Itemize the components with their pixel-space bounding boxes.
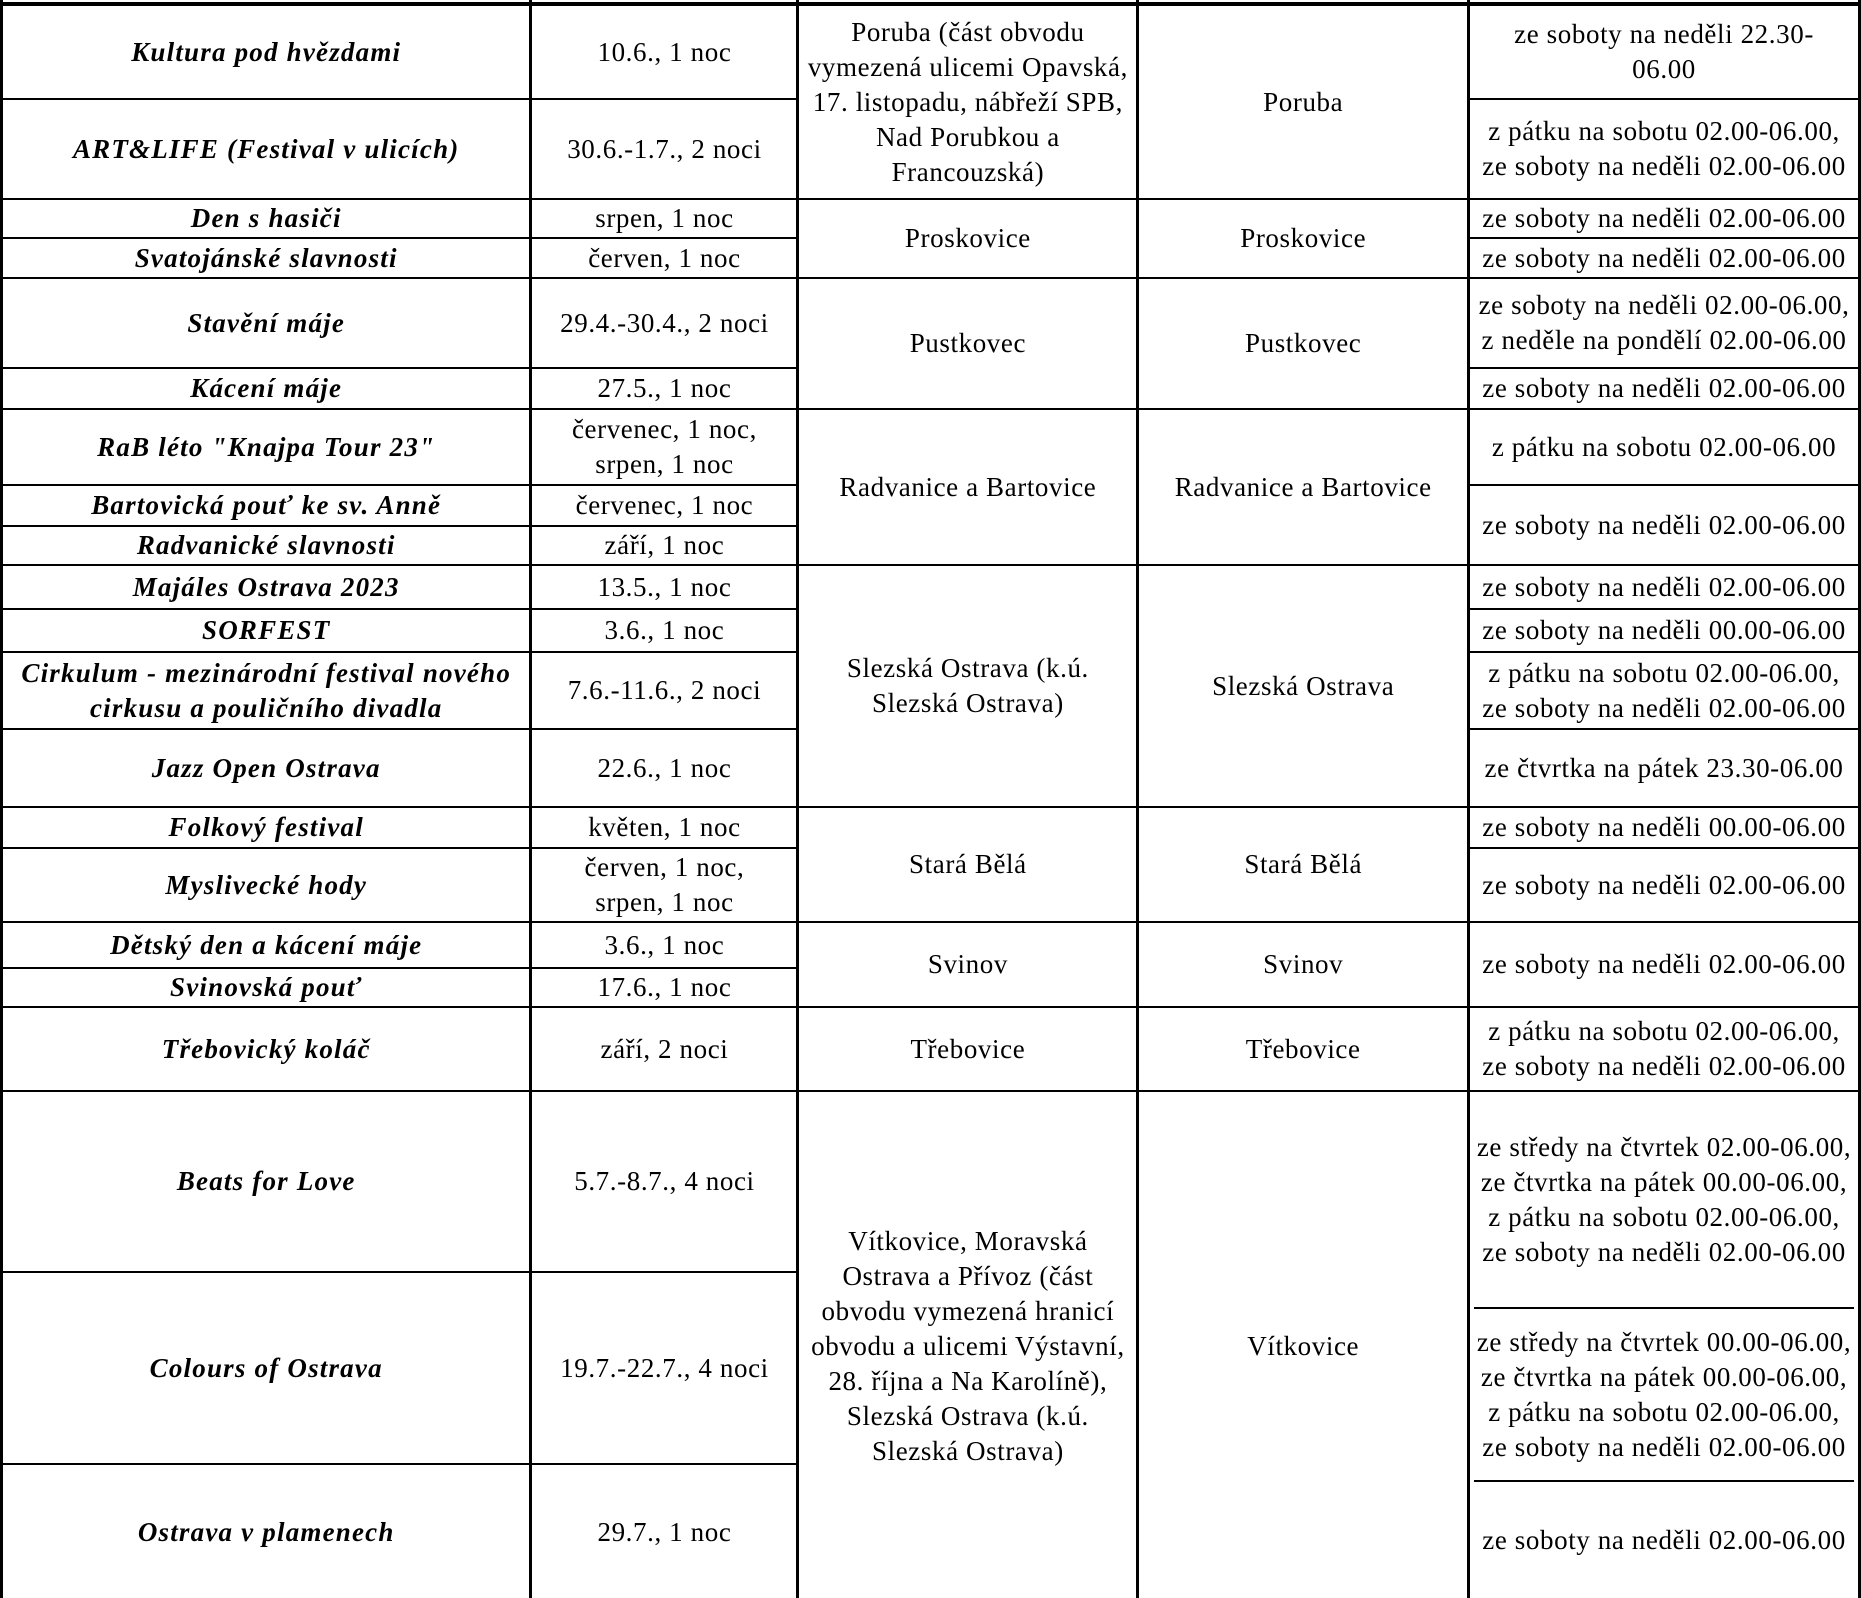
text-line: 17.6., 1 noc (597, 972, 732, 1002)
text-line: 5.7.-8.7., 4 noci (574, 1166, 755, 1197)
text-line: září, 1 noc (604, 530, 725, 560)
text-line: z pátku na sobotu 02.00-06.00, (1488, 1396, 1840, 1427)
text-line: Pustkovec (909, 328, 1027, 358)
table-row (2, 922, 1860, 968)
area-cell (798, 199, 1138, 278)
text-line: 7.6.-11.6., 2 noci (567, 675, 762, 705)
text-line: Stará Bělá (909, 849, 1027, 879)
time-cell (1469, 485, 1860, 565)
text-line: RaB léto "Knajpa Tour 23" (97, 431, 436, 462)
text-line: ze soboty na neděli 02.00-06.00 (1482, 869, 1846, 900)
event-date-cell (531, 652, 798, 729)
text-line: Myslivecké hody (165, 869, 368, 900)
text-line: ze soboty na neděli 02.00-06.00 (1482, 949, 1846, 979)
text-line: ART&LIFE (Festival v ulicích) (72, 133, 460, 164)
text-line: ze soboty na neděli 02.00-06.00 (1482, 242, 1846, 273)
text-line: Ostrava a Přívoz (část (842, 1260, 1094, 1291)
text-line: červenec, 1 noc (575, 490, 754, 520)
area-cell (798, 807, 1138, 922)
text-line: Slezská Ostrava) (872, 688, 1064, 718)
text-line: červen, 1 noc (588, 242, 741, 273)
text-line: Proskovice (904, 223, 1031, 253)
text-line: Slezská Ostrava) (872, 1435, 1064, 1466)
time-cell (1469, 4, 1860, 99)
text-line: ze soboty na neděli 02.00-06.00 (1482, 1051, 1846, 1081)
time-cell (1474, 1093, 1854, 1309)
event-name-cell (2, 199, 531, 238)
text-line: Beats for Love (176, 1166, 356, 1197)
area-cell (798, 1007, 1138, 1091)
event-date-cell (531, 848, 798, 922)
event-name-cell (2, 526, 531, 565)
text-line: Pustkovec (1244, 328, 1362, 358)
text-line: červen, 1 noc, (584, 852, 745, 882)
text-line: Radvanické slavnosti (136, 530, 396, 560)
event-name-cell (2, 652, 531, 729)
area-cell (798, 1091, 1138, 1598)
table-row (2, 1007, 1860, 1091)
district-cell (1138, 409, 1469, 565)
district-cell (1138, 807, 1469, 922)
text-line: ze soboty na neděli 02.00-06.00 (1482, 509, 1846, 540)
text-line: Svinovská pouť (170, 972, 363, 1002)
text-line: ze čtvrtka na pátek 00.00-06.00, (1480, 1361, 1848, 1392)
text-line: z neděle na pondělí 02.00-06.00 (1481, 325, 1847, 355)
event-name-cell (2, 409, 531, 485)
text-line: Radvanice a Bartovice (1174, 471, 1432, 502)
text-line: Ostrava v plamenech (137, 1517, 395, 1548)
event-date-cell (531, 238, 798, 278)
text-line: ze středy na čtvrtek 02.00-06.00, (1476, 1132, 1852, 1162)
time-cell (1469, 652, 1860, 729)
text-line: Cirkulum - mezinárodní festival nového (21, 657, 512, 688)
time-cell (1469, 199, 1860, 238)
text-line: Bartovická pouť ke sv. Anně (91, 490, 442, 520)
time-cell (1469, 99, 1860, 199)
event-name-cell (2, 1272, 531, 1464)
time-stack (1474, 1093, 1854, 1598)
event-name-cell (2, 278, 531, 368)
time-cell (1469, 609, 1860, 652)
time-cell (1469, 368, 1860, 409)
event-date-cell (531, 368, 798, 409)
event-date-cell (531, 99, 798, 199)
text-line: 13.5., 1 noc (597, 571, 732, 602)
text-line: SORFEST (201, 615, 331, 645)
text-line: ze soboty na neděli 02.00-06.00 (1482, 1431, 1846, 1462)
text-line: Slezská Ostrava (k.ú. (846, 653, 1089, 683)
area-cell (798, 565, 1138, 807)
table-row (2, 4, 1860, 99)
event-name-cell (2, 238, 531, 278)
text-line: Svinov (927, 949, 1008, 979)
text-line: Kultura pod hvězdami (131, 36, 402, 67)
text-line: 10.6., 1 noc (597, 36, 732, 67)
area-cell (798, 278, 1138, 409)
event-date-cell (531, 1091, 798, 1272)
text-line: Vítkovice (1247, 1330, 1360, 1361)
text-line: ze soboty na neděli 02.00-06.00 (1482, 151, 1846, 181)
text-line: Stavění máje (187, 307, 346, 338)
table-row (2, 409, 1860, 485)
text-line: Kácení máje (190, 373, 343, 403)
district-cell (1138, 4, 1469, 199)
area-cell (798, 922, 1138, 1007)
text-line: Svatojánské slavnosti (134, 242, 398, 273)
text-line: Colours of Ostrava (149, 1352, 383, 1383)
event-name-cell (2, 4, 531, 99)
text-line: Stará Bělá (1244, 849, 1363, 879)
event-name-cell (2, 922, 531, 968)
event-date-cell (531, 1272, 798, 1464)
event-date-cell (531, 922, 798, 968)
text-line: 27.5., 1 noc (597, 373, 732, 403)
event-name-cell (2, 1007, 531, 1091)
text-line: Majáles Ostrava 2023 (132, 571, 400, 602)
text-line: ze soboty na neděli 00.00-06.00 (1482, 615, 1846, 645)
event-date-cell (531, 807, 798, 848)
time-cell (1474, 1309, 1854, 1482)
text-line: srpen, 1 noc (595, 203, 734, 233)
table-row (2, 278, 1860, 368)
text-line: vymezená ulicemi Opavská, (807, 51, 1128, 82)
table-row (2, 807, 1860, 848)
district-cell (1138, 278, 1469, 409)
event-name-cell (2, 729, 531, 807)
text-line: srpen, 1 noc (595, 887, 734, 917)
text-line: ze soboty na neděli 02.00-06.00 (1482, 373, 1846, 403)
text-line: 29.7., 1 noc (597, 1517, 732, 1548)
table-row (2, 1091, 1860, 1272)
event-name-cell (2, 1091, 531, 1272)
text-line: 17. listopadu, nábřeží SPB, (812, 86, 1123, 117)
text-line: Nad Porubkou a (875, 121, 1060, 152)
text-line: z pátku na sobotu 02.00-06.00, (1488, 1202, 1840, 1232)
text-line: ze soboty na neděli 02.00-06.00 (1482, 203, 1846, 233)
time-cell (1469, 922, 1860, 1007)
text-line: červenec, 1 noc, (571, 414, 757, 444)
text-line: ze soboty na neděli 02.00-06.00 (1482, 1525, 1846, 1555)
text-line: 29.4.-30.4., 2 noci (560, 307, 769, 338)
text-line: Folkový festival (168, 812, 364, 842)
event-date-cell (531, 565, 798, 609)
text-line: 22.6., 1 noc (597, 752, 732, 783)
area-cell (798, 4, 1138, 199)
text-line: Slezská Ostrava (k.ú. (846, 1400, 1089, 1431)
district-cell (1138, 1007, 1469, 1091)
text-line: ze středy na čtvrtek 00.00-06.00, (1476, 1326, 1852, 1357)
time-cell (1469, 278, 1860, 368)
text-line: Třebovický koláč (161, 1033, 371, 1064)
text-line: Jazz Open Ostrava (151, 752, 381, 783)
text-line: z pátku na sobotu 02.00-06.00, (1488, 657, 1840, 688)
text-line: Den s hasiči (190, 203, 342, 233)
time-cell (1469, 848, 1860, 922)
event-name-cell (2, 609, 531, 652)
text-line: Třebovice (910, 1033, 1026, 1064)
text-line: ze soboty na neděli 02.00-06.00 (1482, 571, 1846, 602)
text-line: 28. října a Na Karolíně), (828, 1365, 1108, 1396)
text-line: 30.6.-1.7., 2 noci (567, 133, 762, 164)
time-cell (1469, 729, 1860, 807)
text-line: ze čtvrtka na pátek 00.00-06.00, (1480, 1167, 1848, 1197)
text-line: 19.7.-22.7., 4 noci (560, 1352, 769, 1383)
area-cell (798, 409, 1138, 565)
text-line: Slezská Ostrava (1212, 670, 1395, 701)
event-name-cell (2, 565, 531, 609)
event-date-cell (531, 4, 798, 99)
text-line: Proskovice (1240, 223, 1367, 253)
district-cell (1138, 565, 1469, 807)
text-line: Vítkovice, Moravská (848, 1225, 1088, 1256)
event-name-cell (2, 99, 531, 199)
district-cell (1138, 922, 1469, 1007)
time-cell (1469, 238, 1860, 278)
event-date-cell (531, 729, 798, 807)
text-line: 06.00 (1632, 54, 1696, 84)
event-name-cell (2, 807, 531, 848)
text-line: 3.6., 1 noc (604, 615, 725, 645)
text-line: srpen, 1 noc (595, 449, 734, 479)
event-date-cell (531, 609, 798, 652)
event-name-cell (2, 485, 531, 526)
text-line: ze soboty na neděli 02.00-06.00 (1482, 692, 1846, 723)
text-line: z pátku na sobotu 02.00-06.00 (1491, 431, 1837, 462)
event-date-cell (531, 1464, 798, 1598)
text-line: Poruba (1263, 86, 1344, 117)
text-line: Radvanice a Bartovice (839, 471, 1097, 502)
text-line: ze soboty na neděli 00.00-06.00 (1482, 812, 1846, 842)
event-name-cell (2, 848, 531, 922)
event-date-cell (531, 526, 798, 565)
text-line: Svinov (1263, 949, 1344, 979)
text-line: ze soboty na neděli 02.00-06.00 (1482, 1237, 1846, 1267)
event-name-cell (2, 368, 531, 409)
text-line: z pátku na sobotu 02.00-06.00, (1488, 1016, 1840, 1046)
district-cell (1138, 1091, 1469, 1598)
text-line: ze soboty na neděli 02.00-06.00, (1478, 290, 1850, 320)
event-name-cell (2, 968, 531, 1007)
text-line: ze soboty na neděli 22.30- (1514, 19, 1814, 49)
event-date-cell (531, 278, 798, 368)
text-line: Francouzská) (891, 156, 1045, 187)
text-line: Třebovice (1245, 1033, 1361, 1064)
time-cell (1474, 1482, 1854, 1598)
text-line: obvodu a ulicemi Výstavní, (811, 1330, 1125, 1361)
text-line: květen, 1 noc (588, 812, 741, 842)
time-cell (1469, 409, 1860, 485)
text-line: Dětský den a kácení máje (110, 929, 423, 960)
table-row (2, 565, 1860, 609)
text-line: ze čtvrtka na pátek 23.30-06.00 (1484, 752, 1844, 783)
text-line: září, 2 noci (600, 1033, 729, 1064)
time-cell (1469, 807, 1860, 848)
time-cell-group (1469, 1091, 1860, 1598)
event-date-cell (531, 485, 798, 526)
time-cell (1469, 565, 1860, 609)
festival-table-body (2, 0, 1860, 1598)
event-date-cell (531, 968, 798, 1007)
text-line: obvodu vymezená hranicí (821, 1295, 1115, 1326)
text-line: Poruba (část obvodu (851, 16, 1085, 47)
text-line: z pátku na sobotu 02.00-06.00, (1488, 116, 1840, 146)
event-date-cell (531, 1007, 798, 1091)
time-cell (1469, 1007, 1860, 1091)
event-date-cell (531, 199, 798, 238)
district-cell (1138, 199, 1469, 278)
text-line: cirkusu a pouličního divadla (90, 692, 443, 723)
event-date-cell (531, 409, 798, 485)
table-row (2, 199, 1860, 238)
event-name-cell (2, 1464, 531, 1598)
text-line: 3.6., 1 noc (604, 929, 725, 960)
